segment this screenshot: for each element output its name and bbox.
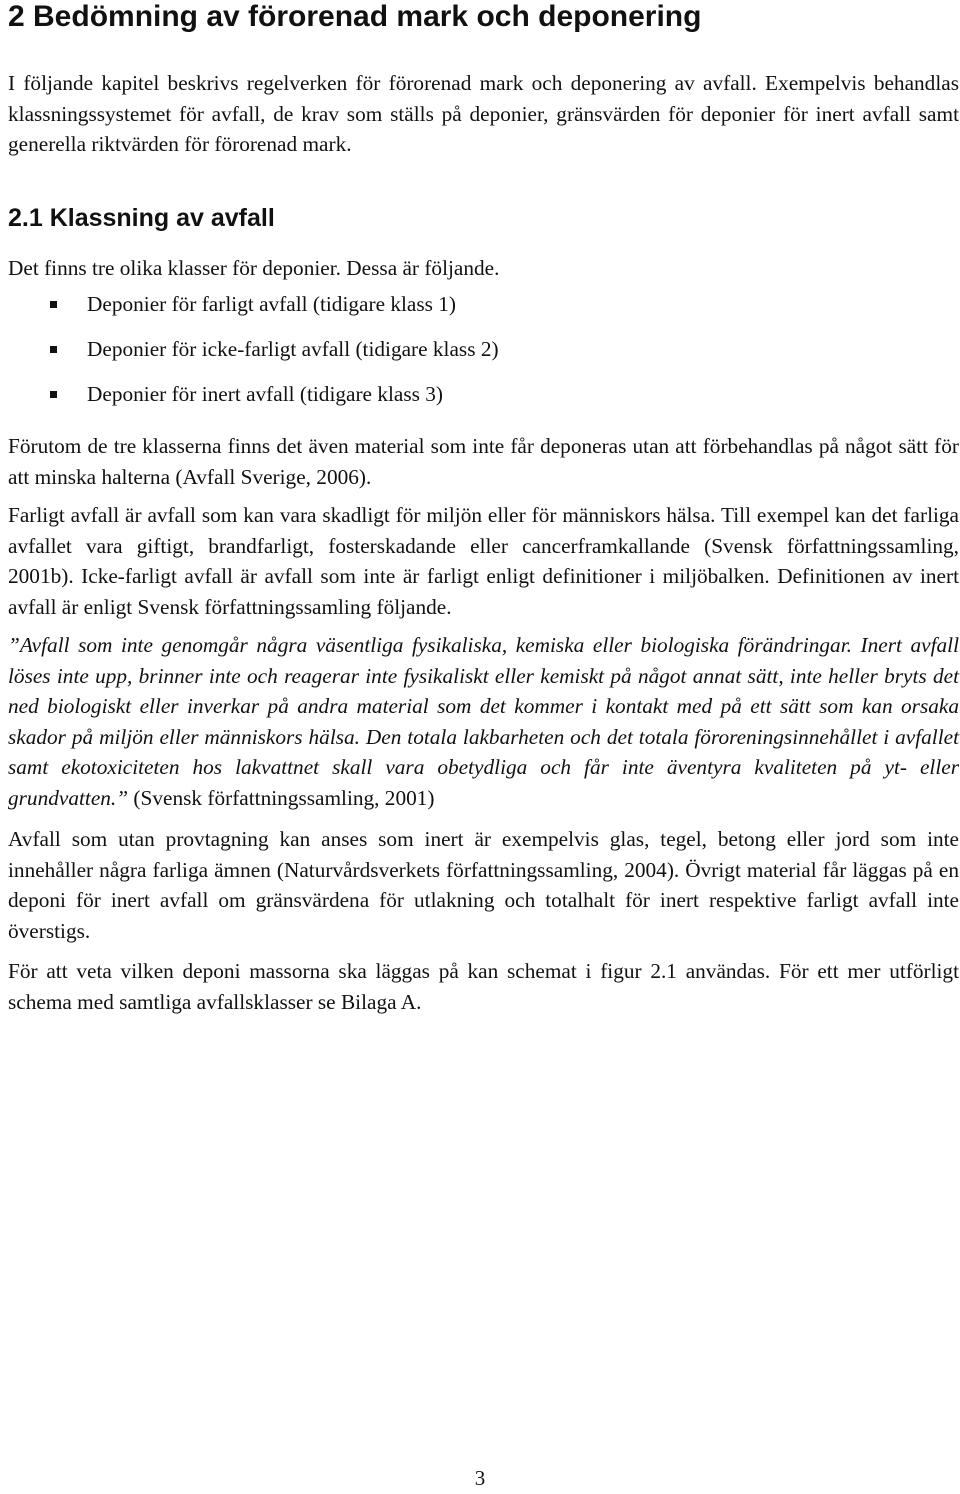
list-item: [8, 289, 959, 334]
list-item-text: Deponier för icke-farligt avfall (tidigare klass 2): [87, 337, 499, 361]
square-bullet-icon: [50, 301, 57, 308]
list-item: [8, 379, 959, 424]
definition-quote: [8, 630, 959, 813]
chapter-heading: 2 Bedömning av förorenad mark och deponering: [8, 0, 702, 33]
page-number: 3: [474, 1466, 486, 1490]
paragraph-farligt-avfall: Farligt avfall är avfall som kan vara skadligt för miljön eller för människors hälsa. Till exempel kan det farliga avfallet vara giftigt, brandfarligt, fosterskadande eller cancerframkallande (Svensk författningssamling, 2001b). Icke-farligt avfall är avfall som inte är farligt enligt definitioner i miljöbalken. Definitionen av inert avfall är enligt Svensk författningssamling följande.: [8, 503, 959, 619]
list-item: [8, 334, 959, 379]
section-heading: 2.1 Klassning av avfall: [8, 203, 275, 232]
list-item-text: Deponier för inert avfall (tidigare klass 3): [87, 382, 443, 406]
intro-paragraph: I följande kapitel beskrivs regelverken för förorenad mark och deponering av avfall. Exempelvis behandlas klassningssystemet för avfall, de krav som ställs på deponier, gränsvärden för deponier för inert avfall samt generella riktvärden för förorenad mark.: [8, 71, 959, 156]
square-bullet-icon: [50, 391, 57, 398]
lead-paragraph: Det finns tre olika klasser för deponier. Dessa är följande.: [8, 255, 500, 280]
paragraph-inert-examples: Avfall som utan provtagning kan anses som inert är exempelvis glas, tegel, betong eller jord som inte innehåller några farliga ämnen (Naturvårdsverkets författningssamling, 2004). Övrigt material får läggas på en deponi för inert avfall om gränsvärdena för utlakning och totalhalt för inert respektive farligt avfall inte överstigs.: [8, 827, 959, 943]
document-page: [8, 0, 959, 1017]
quote-text: ”Avfall som inte genomgår några väsentliga fysikaliska, kemiska eller biologiska förändringar. Inert avfall löses inte upp, brinner inte och reagerar inte fysikaliskt eller kemiskt på något annat sätt, inte heller bryts det ned biologiskt eller inverkar på andra material som det kommer i kontakt med på ett sätt som kan orsaka skador på miljön eller människors hälsa. Den totala lakbarheten och det totala föroreningsinnehållet i avfallet samt ekotoxiciteten hos lakvattnet skall vara obetydliga och får inte äventyra kvaliteten på yt- eller grundvatten.”: [8, 633, 959, 810]
square-bullet-icon: [50, 346, 57, 353]
list-item-text: Deponier för farligt avfall (tidigare klass 1): [87, 292, 457, 316]
quote-citation: (Svensk författningssamling, 2001): [128, 785, 435, 810]
bullet-list: [8, 289, 959, 424]
paragraph-forutom: Förutom de tre klasserna finns det även material som inte får deponeras utan att förbehandlas på något sätt för att minska halterna (Avfall Sverige, 2006).: [8, 434, 959, 489]
paragraph-schema-reference: För att veta vilken deponi massorna ska läggas på kan schemat i figur 2.1 användas. För ett mer utförligt schema med samtliga avfallsklasser se Bilaga A.: [8, 959, 959, 1014]
